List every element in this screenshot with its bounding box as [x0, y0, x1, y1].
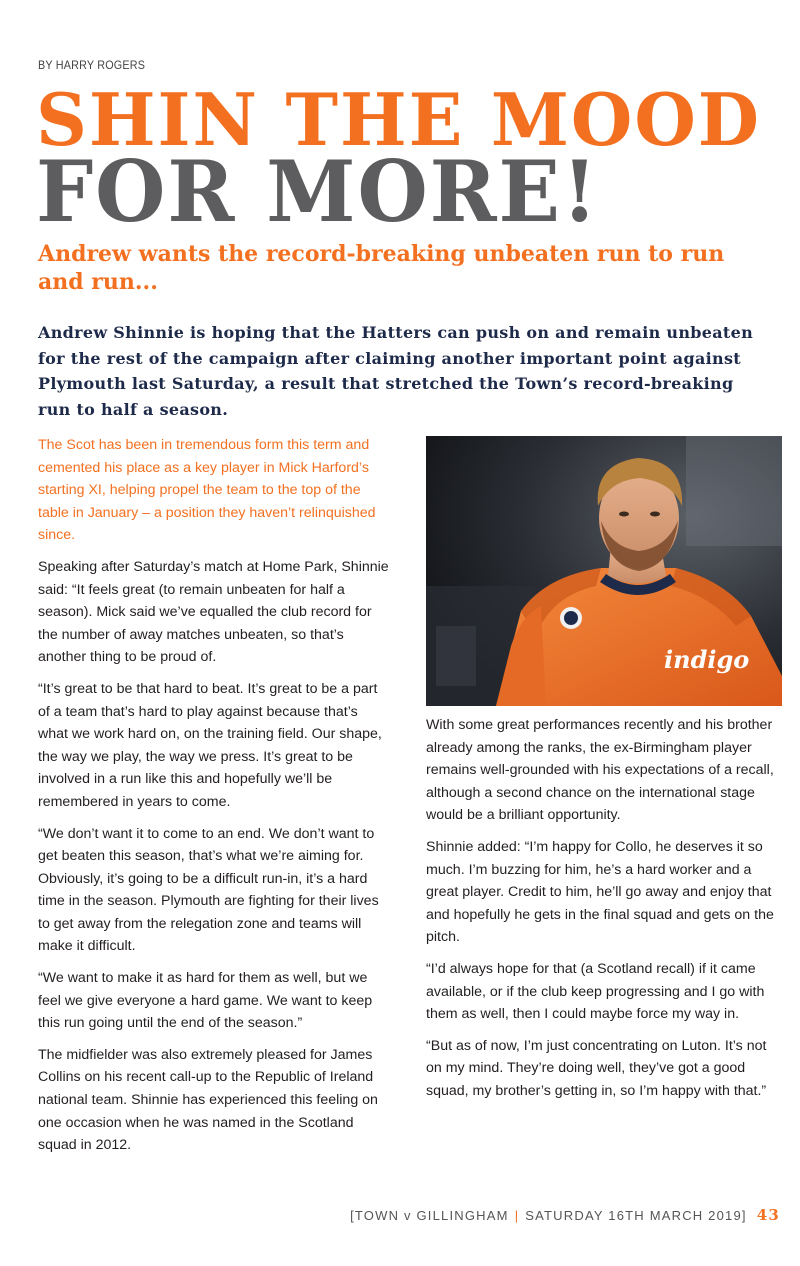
article-paragraph: The midfielder was also extremely pleased for James Collins on his recent call-up to the Republic of Ireland national team. Shinnie has experienced this feeling on one occasion when he was named in the Scotland squad in 2012. — [38, 1046, 378, 1154]
article-paragraph: With some great performances recently and his brother already among the ranks, the ex-Birmingham player remains well-grounded with his expectations of a recall, although a second chance on the international stage would be a brilliant opportunity. — [426, 717, 774, 824]
player-photo-illustration — [426, 436, 782, 706]
article-paragraph: “It’s great to be that hard to beat. It’s great to be a part of a team that’s hard to play against because that’s what we work hard on, on the training field. Our shape, the way we play, the way we press. It’s great to be involved in a run like this and hopefully we’ll be remembered in years to come. — [38, 680, 382, 810]
standfirst: Andrew wants the record-breaking unbeaten run to run and run... — [38, 241, 725, 295]
headline-line-1: SHIN THE MOOD — [36, 77, 761, 162]
article-paragraph: “We don’t want it to come to an end. We don’t want to get beaten this season, that’s what we’re aiming for. Obviously, it’s going to be a difficult run-in, it’s a hard time in the season. Plymouth are fighting for their lives to get away from the relegation zone and teams will make it difficult. — [38, 825, 379, 955]
article-lead-paragraph: The Scot has been in tremendous form this term and cemented his place as a key player in Mick Harford’s starting XI, helping propel the team to the top of the table in January – a position they haven’t relinquished since. — [38, 437, 376, 544]
article-paragraph: Shinnie added: “I’m happy for Collo, he deserves it so much. I’m buzzing for him, he’s a hard worker and a great player. Credit to him, he’ll go away and enjoy that and hopefully he gets in the final squad and gets on the pitch. — [426, 838, 774, 946]
article-paragraph: “We want to make it as hard for them as well, but we feel we give everyone a hard game. We want to keep this run going until the end of the season.” — [38, 970, 373, 1032]
intro-paragraph: Andrew Shinnie is hoping that the Hatters can push on and remain unbeaten for the rest of the campaign after claiming another important point against Plymouth last Saturday, a result that stretched the Town’s record-breaking run to half a season. — [38, 323, 754, 419]
article-paragraph: Speaking after Saturday’s match at Home Park, Shinnie said: “It feels great (to remain unbeaten for half a season). Mick said we’ve equalled the club record for the number of away matches unbeaten, so that’s another thing to be proud of. — [38, 558, 389, 666]
headline-line-2: FOR MORE! — [36, 142, 600, 241]
article-left-column — [38, 434, 390, 1166]
footer-date: SATURDAY 16TH MARCH 2019] — [525, 1208, 747, 1223]
player-photo — [426, 436, 782, 706]
article-right-column — [426, 714, 778, 1112]
article-paragraph: “But as of now, I’m just concentrating on Luton. It’s not on my mind. They’re doing well, they’ve got a good squad, my brother’s getting in, so I’m happy with that.” — [426, 1037, 767, 1099]
shirt-sponsor-text: indigo — [664, 645, 750, 674]
footer-separator: | — [514, 1208, 520, 1223]
byline: BY HARRY ROGERS — [38, 58, 146, 72]
page-footer — [350, 1206, 780, 1224]
page-number: 43 — [756, 1206, 780, 1224]
article-paragraph: “I’d always hope for that (a Scotland recall) if it came available, or if the club keep progressing and I go with them as well, then I could maybe force my way in. — [426, 960, 765, 1023]
footer-match: [TOWN v GILLINGHAM — [350, 1208, 509, 1223]
